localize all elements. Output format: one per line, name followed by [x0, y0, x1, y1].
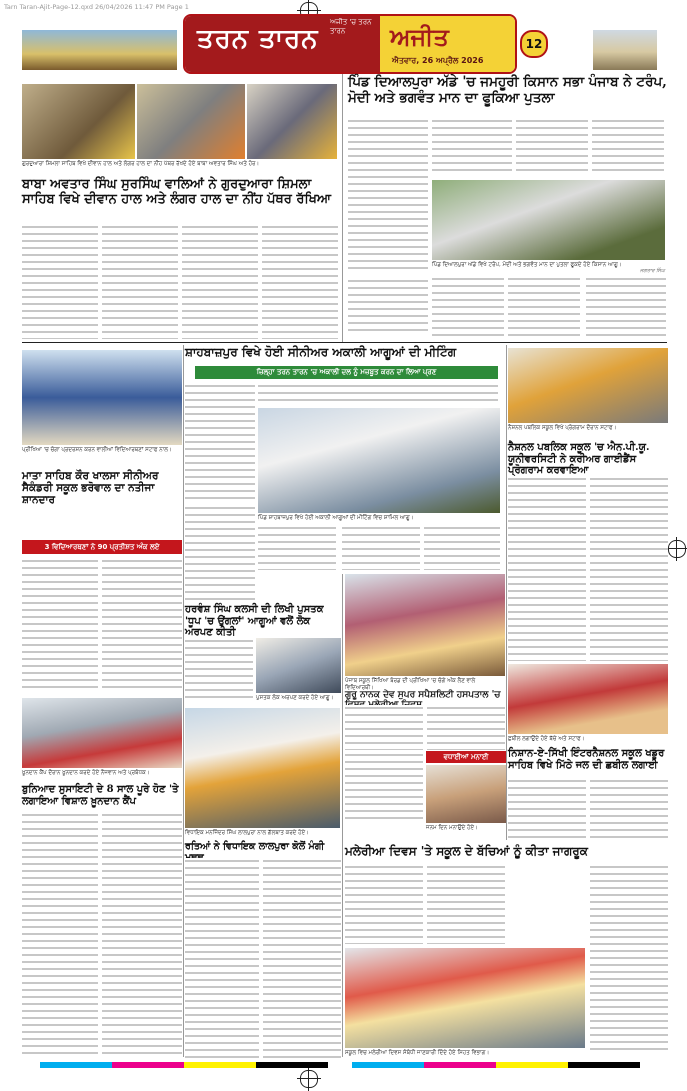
gurdwara-headline: ਬਾਬਾ ਅਵਤਾਰ ਸਿੰਘ ਸੁਰਸਿੰਘ ਵਾਲਿਆਂ ਨੇ ਗੁਰਦੁਆਰਾ ਸ਼ਿਮਲਾ ਸਾਹਿਬ ਵਿਖੇ ਦੀਵਾਨ ਹਾਲ ਅਤੇ ਲੰਗਰ ਹਾਲ ਦਾ ਨੀਂਹ ਪੱਥਰ ਰੱਖਿਆ	[22, 177, 332, 207]
book-release-photo	[256, 638, 341, 693]
harvansh-caption: ਪੁਸਤਕ ਲੋਕ ਅਰਪਣ ਕਰਦੇ ਹੋਏ ਆਗੂ।	[256, 695, 334, 701]
page-number: 12	[520, 30, 548, 58]
body-text-column	[516, 118, 588, 176]
malaria-headline: ਮਲੇਰੀਆ ਦਿਵਸ 'ਤੇ ਸਕੂਲ ਦੇ ਬੱਚਿਆਂ ਨੂੰ ਕੀਤਾ ਜਾਗਰੂਕ	[345, 844, 588, 858]
donation-headline: ਰਤਿਆਂ ਨੇ ਵਿਧਾਇਕ ਲਾਲਪੁਰਾ ਕੋਲੋਂ ਮੰਗੀ	[185, 841, 325, 852]
body-text-column	[102, 224, 178, 339]
body-text-column	[102, 558, 182, 693]
malaria-caption: ਸਕੂਲ ਵਿਚ ਮਲੇਰੀਆ ਦਿਵਸ ਸੰਬੰਧੀ ਜਾਣਕਾਰੀ ਦਿੰਦੇ ਹੋਏ ਸਿਹਤ ਵਿਭਾਗ।	[345, 1050, 490, 1056]
mla-meeting-photo	[185, 708, 340, 828]
punjab-school-caption: ਪੰਜਾਬ ਸਕੂਲ ਸਿੱਖਿਆ ਬੋਰਡ ਦੀ ਪ੍ਰੀਖਿਆ 'ਚ ਚੰਗੇ ਅੰਕ ਲੈਣ ਵਾਲੇ ਵਿਦਿਆਰਥੀ।	[345, 678, 476, 691]
body-text-column	[258, 383, 498, 405]
birthday-label: ਵਧਾਈਆਂ ਮਨਾਈ	[426, 751, 506, 763]
gurdwara-photo-1	[22, 84, 135, 159]
body-text-column	[185, 638, 253, 703]
school-result-headline: ਮਾਤਾ ਸਾਹਿਬ ਕੌਰ ਖਾਲਸਾ ਸੀਨੀਅਰ ਸੈਕੰਡਰੀ ਸਕੂਲ ਭਰੋਵਾਲ ਦਾ ਨਤੀਜਾ ਸ਼ਾਨਦਾਰ	[22, 470, 159, 507]
akali-subhead: ਜ਼ਿਲ੍ਹਾ ਤਰਨ ਤਾਰਨ 'ਚ ਅਕਾਲੀ ਦਲ ਨੂੰ ਮਜ਼ਬੂਤ ਕਰਨ ਦਾ ਲਿਆ ਪ੍ਰਣ	[195, 366, 498, 379]
body-text-column	[586, 276, 666, 336]
birthday-caption: ਜਨਮ ਦਿਨ ਮਨਾਉਂਦੇ ਹੋਏ।	[426, 825, 478, 831]
registration-mark	[300, 1070, 318, 1088]
akali-caption: ਪਿੰਡ ਸ਼ਾਹਬਾਜ਼ਪੁਰ ਵਿਖੇ ਹੋਈ ਅਕਾਲੀ ਆਗੂਆਂ ਦੀ ਮੀਟਿੰਗ ਵਿਚ ਸ਼ਾਮਿਲ ਆਗੂ।	[258, 515, 414, 521]
masthead-city: ਤਰਨ ਤਾਰਨ	[197, 24, 319, 54]
body-text-column	[182, 224, 258, 339]
body-text-column	[432, 118, 512, 176]
body-text-column	[22, 812, 98, 1057]
body-text-column	[427, 864, 505, 944]
body-text-column	[508, 778, 586, 838]
body-text-column	[22, 224, 98, 339]
temple-photo	[22, 30, 177, 70]
body-text-column	[185, 858, 259, 1058]
gurdwara-caption: ਗੁਰਦੁਆਰਾ ਸ਼ਿਮਲਾ ਸਾਹਿਬ ਵਿਖੇ ਦੀਵਾਨ ਹਾਲ ਅਤੇ ਲੰਗਰ ਹਾਲ ਦਾ ਨੀਂਹ ਪੱਥਰ ਰੱਖਦੇ ਹੋਏ ਬਾਬਾ ਅਵਤਾਰ ਸਿੰਘ ਅਤੇ ਹੋਰ।	[22, 161, 260, 167]
blood-camp-photo	[22, 698, 182, 768]
body-text-column	[185, 383, 255, 501]
body-text-column	[345, 864, 423, 944]
harvansh-headline: ਹਰਵੰਸ਼ ਸਿੰਘ ਕਲਸੀ ਦੀ ਲਿਖੀ ਪੁਸਤਕ 'ਧੂਪ 'ਚ ਉਂਗਲਾਂ' ਆਗੂਆਂ ਵਲੋਂ ਲੋਕ ਅਰਪਣ ਕੀਤੀ	[185, 604, 324, 638]
body-text-column	[590, 778, 668, 838]
body-text-column	[102, 812, 182, 1057]
column-rule	[183, 345, 184, 1057]
section-divider	[22, 342, 667, 343]
blood-camp-caption: ਖ਼ੂਨਦਾਨ ਕੈਂਪ ਦੌਰਾਨ ਖ਼ੂਨਦਾਨ ਕਰਦੇ ਹੋਏ ਨੌਜਵਾਨ ਅਤੇ ਪ੍ਰਬੰਧਕ।	[22, 770, 150, 776]
masthead	[183, 14, 517, 74]
body-text-column	[508, 276, 580, 336]
polytechnic-headline: ਨੈਸ਼ਨਲ ਪਬਲਿਕ ਸਕੂਲ 'ਚ ਐਨ.ਪੀ.ਯੂ. ਯੂਨੀਵਰਸਿਟੀ ਨੇ ਕਰੀਅਰ ਗਾਈਡੈਂਸ ਪ੍ਰੋਗਰਾਮ ਕਰਵਾਇਆ	[508, 442, 650, 476]
print-slug: Tarn Taran-Ajit-Page-12.qxd 26/04/2026 11:47 PM Page 1	[4, 3, 189, 11]
blood-camp-headline: ਬੁਨਿਆਦ ਸੁਸਾਇਟੀ ਦੇ 8 ਸਾਲ ਪੂਰੇ ਹੋਣ 'ਤੇ ਲਗਾਇਆ ਵਿਸ਼ਾਲ ਖ਼ੂਨਦਾਨ ਕੈਂਪ	[22, 784, 179, 807]
hospital-event-photo	[345, 574, 505, 676]
body-text-column	[348, 278, 428, 336]
body-text-column	[348, 118, 428, 273]
nishan-headline: ਨਿਸ਼ਾਨ-ਏ-ਸਿੱਖੀ ਇੰਟਰਨੈਸ਼ਨਲ ਸਕੂਲ ਖਡੂਰ ਸਾਹਿਬ ਵਿਖੇ ਮਿੱਠੇ ਜਲ ਦੀ ਛਬੀਲ ਲਗਾਈ	[508, 748, 665, 771]
registration-mark	[668, 540, 686, 558]
body-text-column	[185, 505, 255, 600]
photo-credit: ਜਗਤਾਰ ਸਿੰਘ	[640, 268, 665, 274]
column-rule	[506, 345, 507, 840]
effigy-protest-photo	[432, 180, 665, 260]
akali-headline: ਸ਼ਾਹਬਾਜ਼ਪੁਰ ਵਿਖੇ ਹੋਈ ਸੀਨੀਅਰ ਅਕਾਲੀ ਆਗੂਆਂ ਦੀ ਮੀਟਿੰਗ	[185, 345, 457, 359]
building-photo	[593, 30, 657, 70]
color-calibration-bar	[40, 1062, 640, 1068]
masthead-paper-name: ਅਜੀਤ	[390, 22, 449, 51]
school-result-caption: ਪ੍ਰੀਖਿਆ 'ਚ ਚੰਗਾ ਪ੍ਰਦਰਸ਼ਨ ਕਰਨ ਵਾਲੀਆਂ ਵਿਦਿਆਰਥਣਾਂ ਸਟਾਫ ਨਾਲ।	[22, 447, 172, 453]
body-text-column	[258, 525, 336, 570]
body-text-column	[22, 558, 98, 693]
hospital-headline: ਗੁਰੂ ਨਾਨਕ ਦੇਵ ਸੁਪਰ ਸਪੈਸ਼ਲਿਟੀ ਹਸਪਤਾਲ 'ਚ	[345, 690, 501, 700]
donation-caption: ਵਿਧਾਇਕ ਮਨਜਿੰਦਰ ਸਿੰਘ ਲਾਲਪੁਰਾ ਨਾਲ ਗੱਲਬਾਤ ਕਰਦੇ ਹੋਏ।	[185, 830, 309, 836]
body-text-column	[342, 525, 420, 570]
body-text-column	[590, 476, 668, 661]
column-rule	[342, 74, 343, 342]
akali-meeting-photo	[258, 408, 500, 513]
birthday-photo	[426, 765, 506, 823]
chhabeel-photo	[508, 664, 668, 734]
bharat-sabha-caption: ਪਿੰਡ ਦਿਆਲਪੁਰਾ ਅੱਡੇ ਵਿਖੇ ਟਰੰਪ, ਮੋਦੀ ਅਤੇ ਭਗਵੰਤ ਮਾਨ ਦਾ ਪੁਤਲਾ ਫੂਕਦੇ ਹੋਏ ਕਿਸਾਨ ਆਗੂ।	[432, 262, 622, 268]
body-text-column	[345, 705, 423, 750]
school-result-band: 3 ਵਿਦਿਆਰਥਣਾਂ ਨੇ 90 ਪ੍ਰਤੀਸ਼ਤ ਅੰਕ ਲਏ	[22, 540, 182, 554]
body-text-column	[263, 858, 341, 1058]
masthead-tagline: ਅਜੀਤ 'ਚ ਤਰਨ ਤਾਰਨ	[330, 18, 372, 35]
body-text-column	[590, 864, 668, 1054]
body-text-column	[262, 224, 338, 339]
nishan-caption: ਛਬੀਲ ਲਗਾਉਂਦੇ ਹੋਏ ਬੱਚੇ ਅਤੇ ਸਟਾਫ।	[508, 736, 585, 742]
body-text-column	[508, 476, 586, 661]
body-text-column	[345, 752, 423, 820]
body-text-column	[432, 276, 504, 336]
gurdwara-photo-2	[137, 84, 245, 159]
polytechnic-photo	[508, 348, 668, 423]
column-rule	[342, 574, 343, 1057]
school-students-photo	[22, 350, 182, 445]
masthead-date: ਐਤਵਾਰ, 26 ਅਪ੍ਰੈਲ 2026	[392, 56, 484, 65]
polytechnic-caption: ਨੈਸ਼ਨਲ ਪਬਲਿਕ ਸਕੂਲ ਵਿਖੇ ਪ੍ਰੋਗਰਾਮ ਦੌਰਾਨ ਸਟਾਫ।	[508, 425, 617, 431]
malaria-awareness-photo	[345, 948, 585, 1048]
bharat-sabha-headline: ਪਿੰਡ ਦਿਆਲਪੁਰਾ ਅੱਡੇ 'ਚ ਜਮਹੂਰੀ ਕਿਸਾਨ ਸਭਾ ਪੰਜਾਬ ਨੇ ਟਰੰਪ, ਮੋਦੀ ਅਤੇ ਭਗਵੰਤ ਮਾਨ ਦਾ ਫੂਕਿਆ ਪੁਤਲਾ	[348, 74, 667, 106]
body-text-column	[427, 705, 505, 750]
body-text-column	[424, 525, 500, 570]
body-text-column	[592, 118, 664, 176]
gurdwara-photo-3	[247, 84, 337, 159]
